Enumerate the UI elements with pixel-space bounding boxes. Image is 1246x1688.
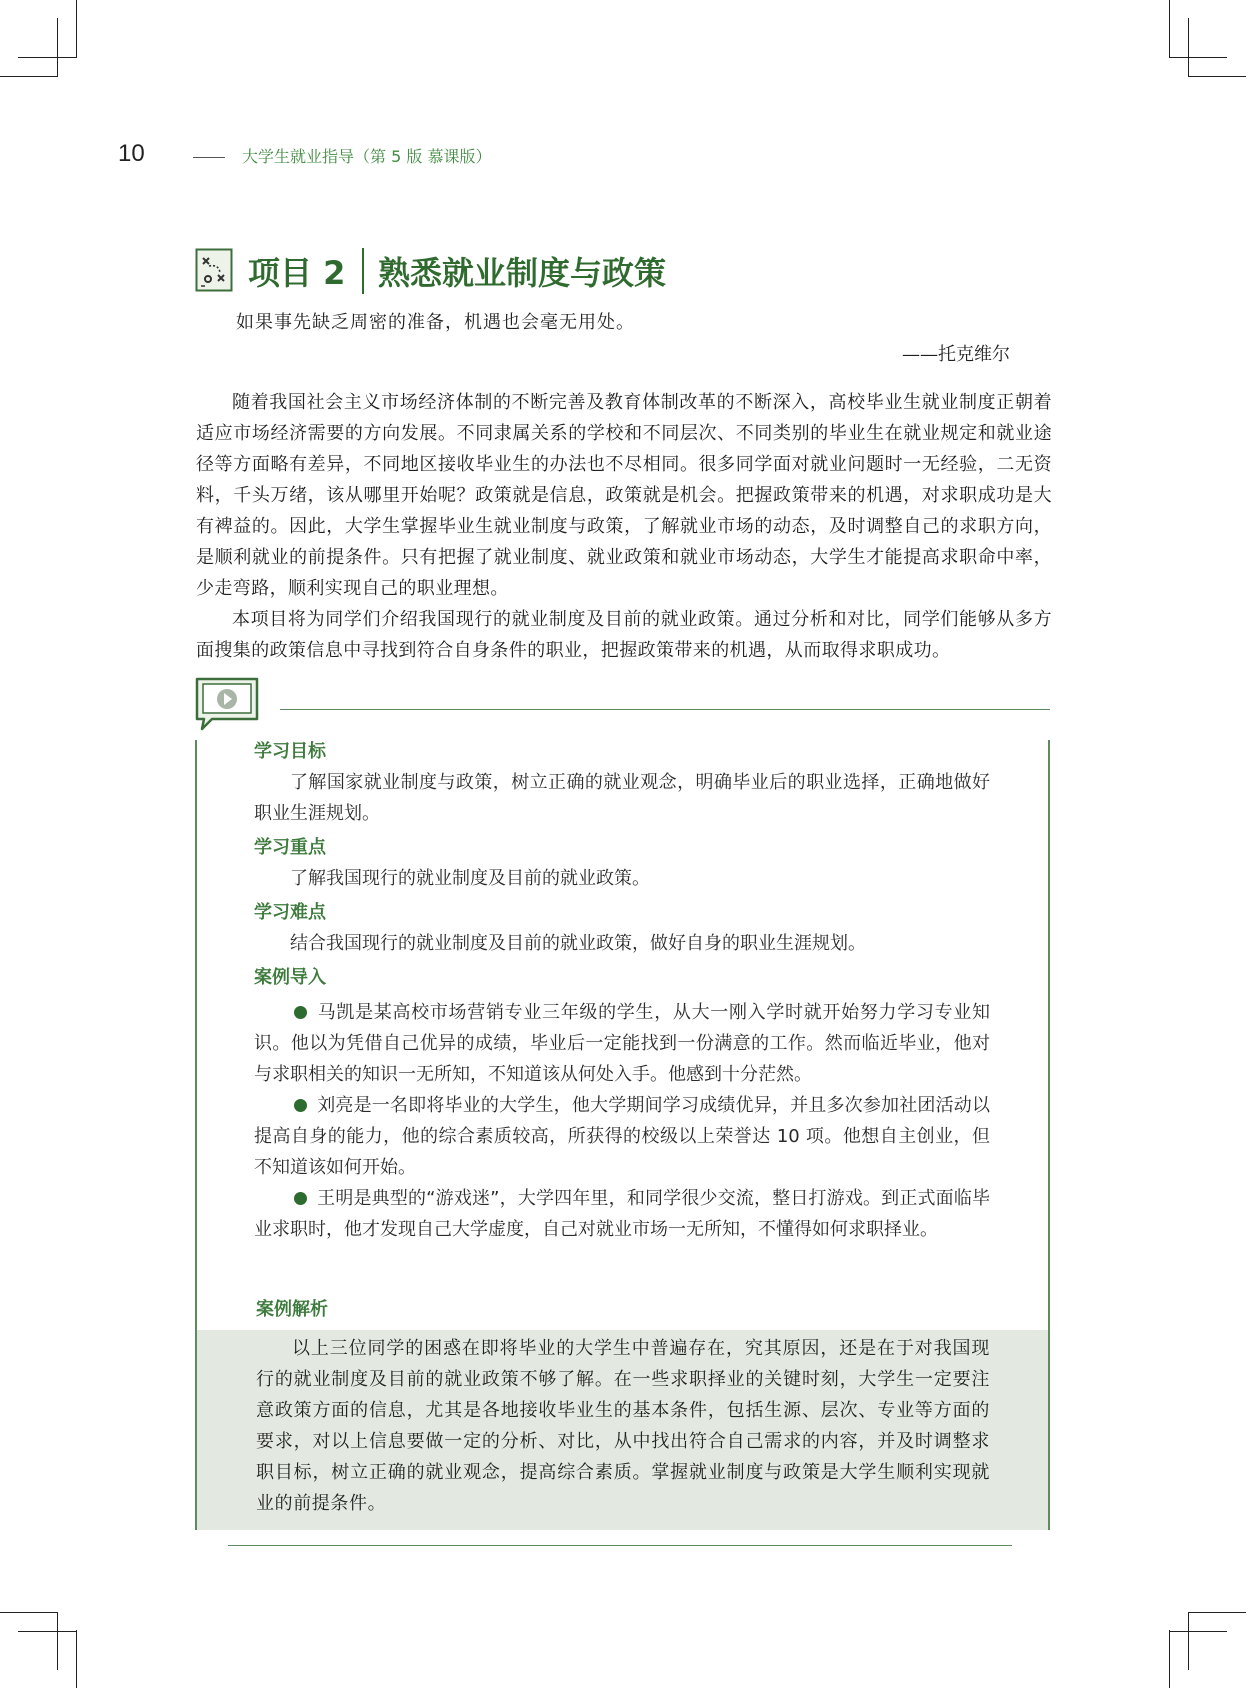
project-title-divider <box>362 248 364 294</box>
epigraph-quote: 如果事先缺乏周密的准备，机遇也会毫无用处。 <box>236 312 635 333</box>
video-play-icon[interactable] <box>194 676 262 732</box>
bullet-icon <box>294 1192 307 1205</box>
crop-mark-br-v <box>1169 1630 1170 1688</box>
case-analysis-title: 案例解析 <box>256 1299 328 1320</box>
learning-difficulty-title: 学习难点 <box>254 902 326 923</box>
project-label: 项目 2 <box>248 254 346 292</box>
crop-mark-tr-h <box>1188 76 1246 77</box>
header-rule <box>193 157 225 158</box>
crop-mark-bl-v2 <box>57 1612 58 1670</box>
crop-mark-tr-h2 <box>1169 57 1227 58</box>
running-header-title: 大学生就业指导（第 5 版 慕课版） <box>242 147 492 166</box>
crop-mark-tl-v <box>76 0 77 58</box>
crop-mark-bl-h <box>0 1612 58 1613</box>
page-number: 10 <box>118 140 145 167</box>
learning-goal-text: 了解国家就业制度与政策，树立正确的就业观念，明确毕业后的职业选择，正确地做好职业生涯规划。 <box>254 772 990 824</box>
crop-mark-br-h <box>1188 1612 1246 1613</box>
intro-paragraph-2: 本项目将为同学们介绍我国现行的就业制度及目前的就业政策。通过分析和对比，同学们能够从多方面搜集的政策信息中寻找到符合自身条件的职业，把握政策带来的机遇，从而取得求职成功。 <box>196 609 1052 661</box>
case-intro-title: 案例导入 <box>254 967 326 988</box>
box-bottom-rule <box>228 1545 1012 1546</box>
learning-focus-text: 了解我国现行的就业制度及目前的就业政策。 <box>290 868 650 889</box>
crop-mark-tl-v2 <box>57 18 58 76</box>
intro-text <box>196 387 1052 666</box>
case-item-text: 刘亮是一名即将毕业的大学生，他大学期间学习成绩优异，并且多次参加社团活动以提高自身的能力，他的综合素质较高，所获得的校级以上荣誉达 10 项。他想自主创业，但不知道该如何开始。 <box>254 1095 990 1178</box>
crop-mark-bl-v <box>76 1630 77 1688</box>
bullet-icon <box>294 1006 307 1019</box>
learning-goal-title: 学习目标 <box>254 741 326 762</box>
crop-mark-br-v2 <box>1188 1612 1189 1670</box>
crop-mark-tr-v <box>1169 0 1170 58</box>
case-item-3 <box>254 1183 990 1245</box>
case-item-1 <box>254 997 990 1090</box>
tactics-board-icon <box>195 248 233 292</box>
bullet-icon <box>294 1099 307 1112</box>
case-analysis-text: 以上三位同学的困惑在即将毕业的大学生中普遍存在，究其原因，还是在于对我国现行的就业制度及目前的就业政策不够了解。在一些求职择业的关键时刻，大学生一定要注意政策方面的信息，尤其是各地接收毕业生的基本条件，包括生源、层次、专业等方面的要求，对以上信息要做一定的分析、对比，从中找出符合自己需求的内容，并及时调整求职目标，树立正确的就业观念，提高综合素质。掌握就业制度与政策是大学生顺利实现就业的前提条件。 <box>256 1338 990 1514</box>
crop-mark-bl-h2 <box>18 1631 76 1632</box>
learning-focus-title: 学习重点 <box>254 837 326 858</box>
intro-paragraph-1: 随着我国社会主义市场经济体制的不断完善及教育体制改革的不断深入，高校毕业生就业制度正朝着适应市场经济需要的方向发展。不同隶属关系的学校和不同层次、不同类别的毕业生在就业规定和就业途径等方面略有差异，不同地区接收毕业生的办法也不尽相同。很多同学面对就业问题时一无经验，二无资料，千头万绪，该从哪里开始呢？政策就是信息，政策就是机会。把握政策带来的机遇，对求职成功是大有裨益的。因此，大学生掌握毕业生就业制度与政策，了解就业市场的动态，及时调整自己的求职方向，是顺利就业的前提条件。只有把握了就业制度、就业政策和就业市场动态，大学生才能提高求职命中率，少走弯路，顺利实现自己的职业理想。 <box>196 392 1052 599</box>
crop-mark-tl-h2 <box>18 57 76 58</box>
crop-mark-tl-h <box>0 76 58 77</box>
crop-mark-br-h2 <box>1169 1631 1227 1632</box>
box-right-border <box>1048 740 1050 1530</box>
case-item-text: 马凯是某高校市场营销专业三年级的学生，从大一刚入学时就开始努力学习专业知识。他以为凭借自己优异的成绩，毕业后一定能找到一份满意的工作。然而临近毕业，他对与求职相关的知识一无所知，不知道该从何处入手。他感到十分茫然。 <box>254 1002 990 1085</box>
case-item-text: 王明是典型的“游戏迷”，大学四年里，和同学很少交流，整日打游戏。到正式面临毕业求职时，他才发现自己大学虚度，自己对就业市场一无所知，不懂得如何求职择业。 <box>254 1188 990 1240</box>
learning-difficulty-text: 结合我国现行的就业制度及目前的就业政策，做好自身的职业生涯规划。 <box>290 933 866 954</box>
box-top-rule <box>280 709 1050 710</box>
learning-box <box>254 737 990 1245</box>
case-item-2 <box>254 1090 990 1183</box>
epigraph-author: ——托克维尔 <box>902 344 1010 365</box>
crop-mark-tr-v2 <box>1188 18 1189 76</box>
project-title: 熟悉就业制度与政策 <box>378 254 667 292</box>
